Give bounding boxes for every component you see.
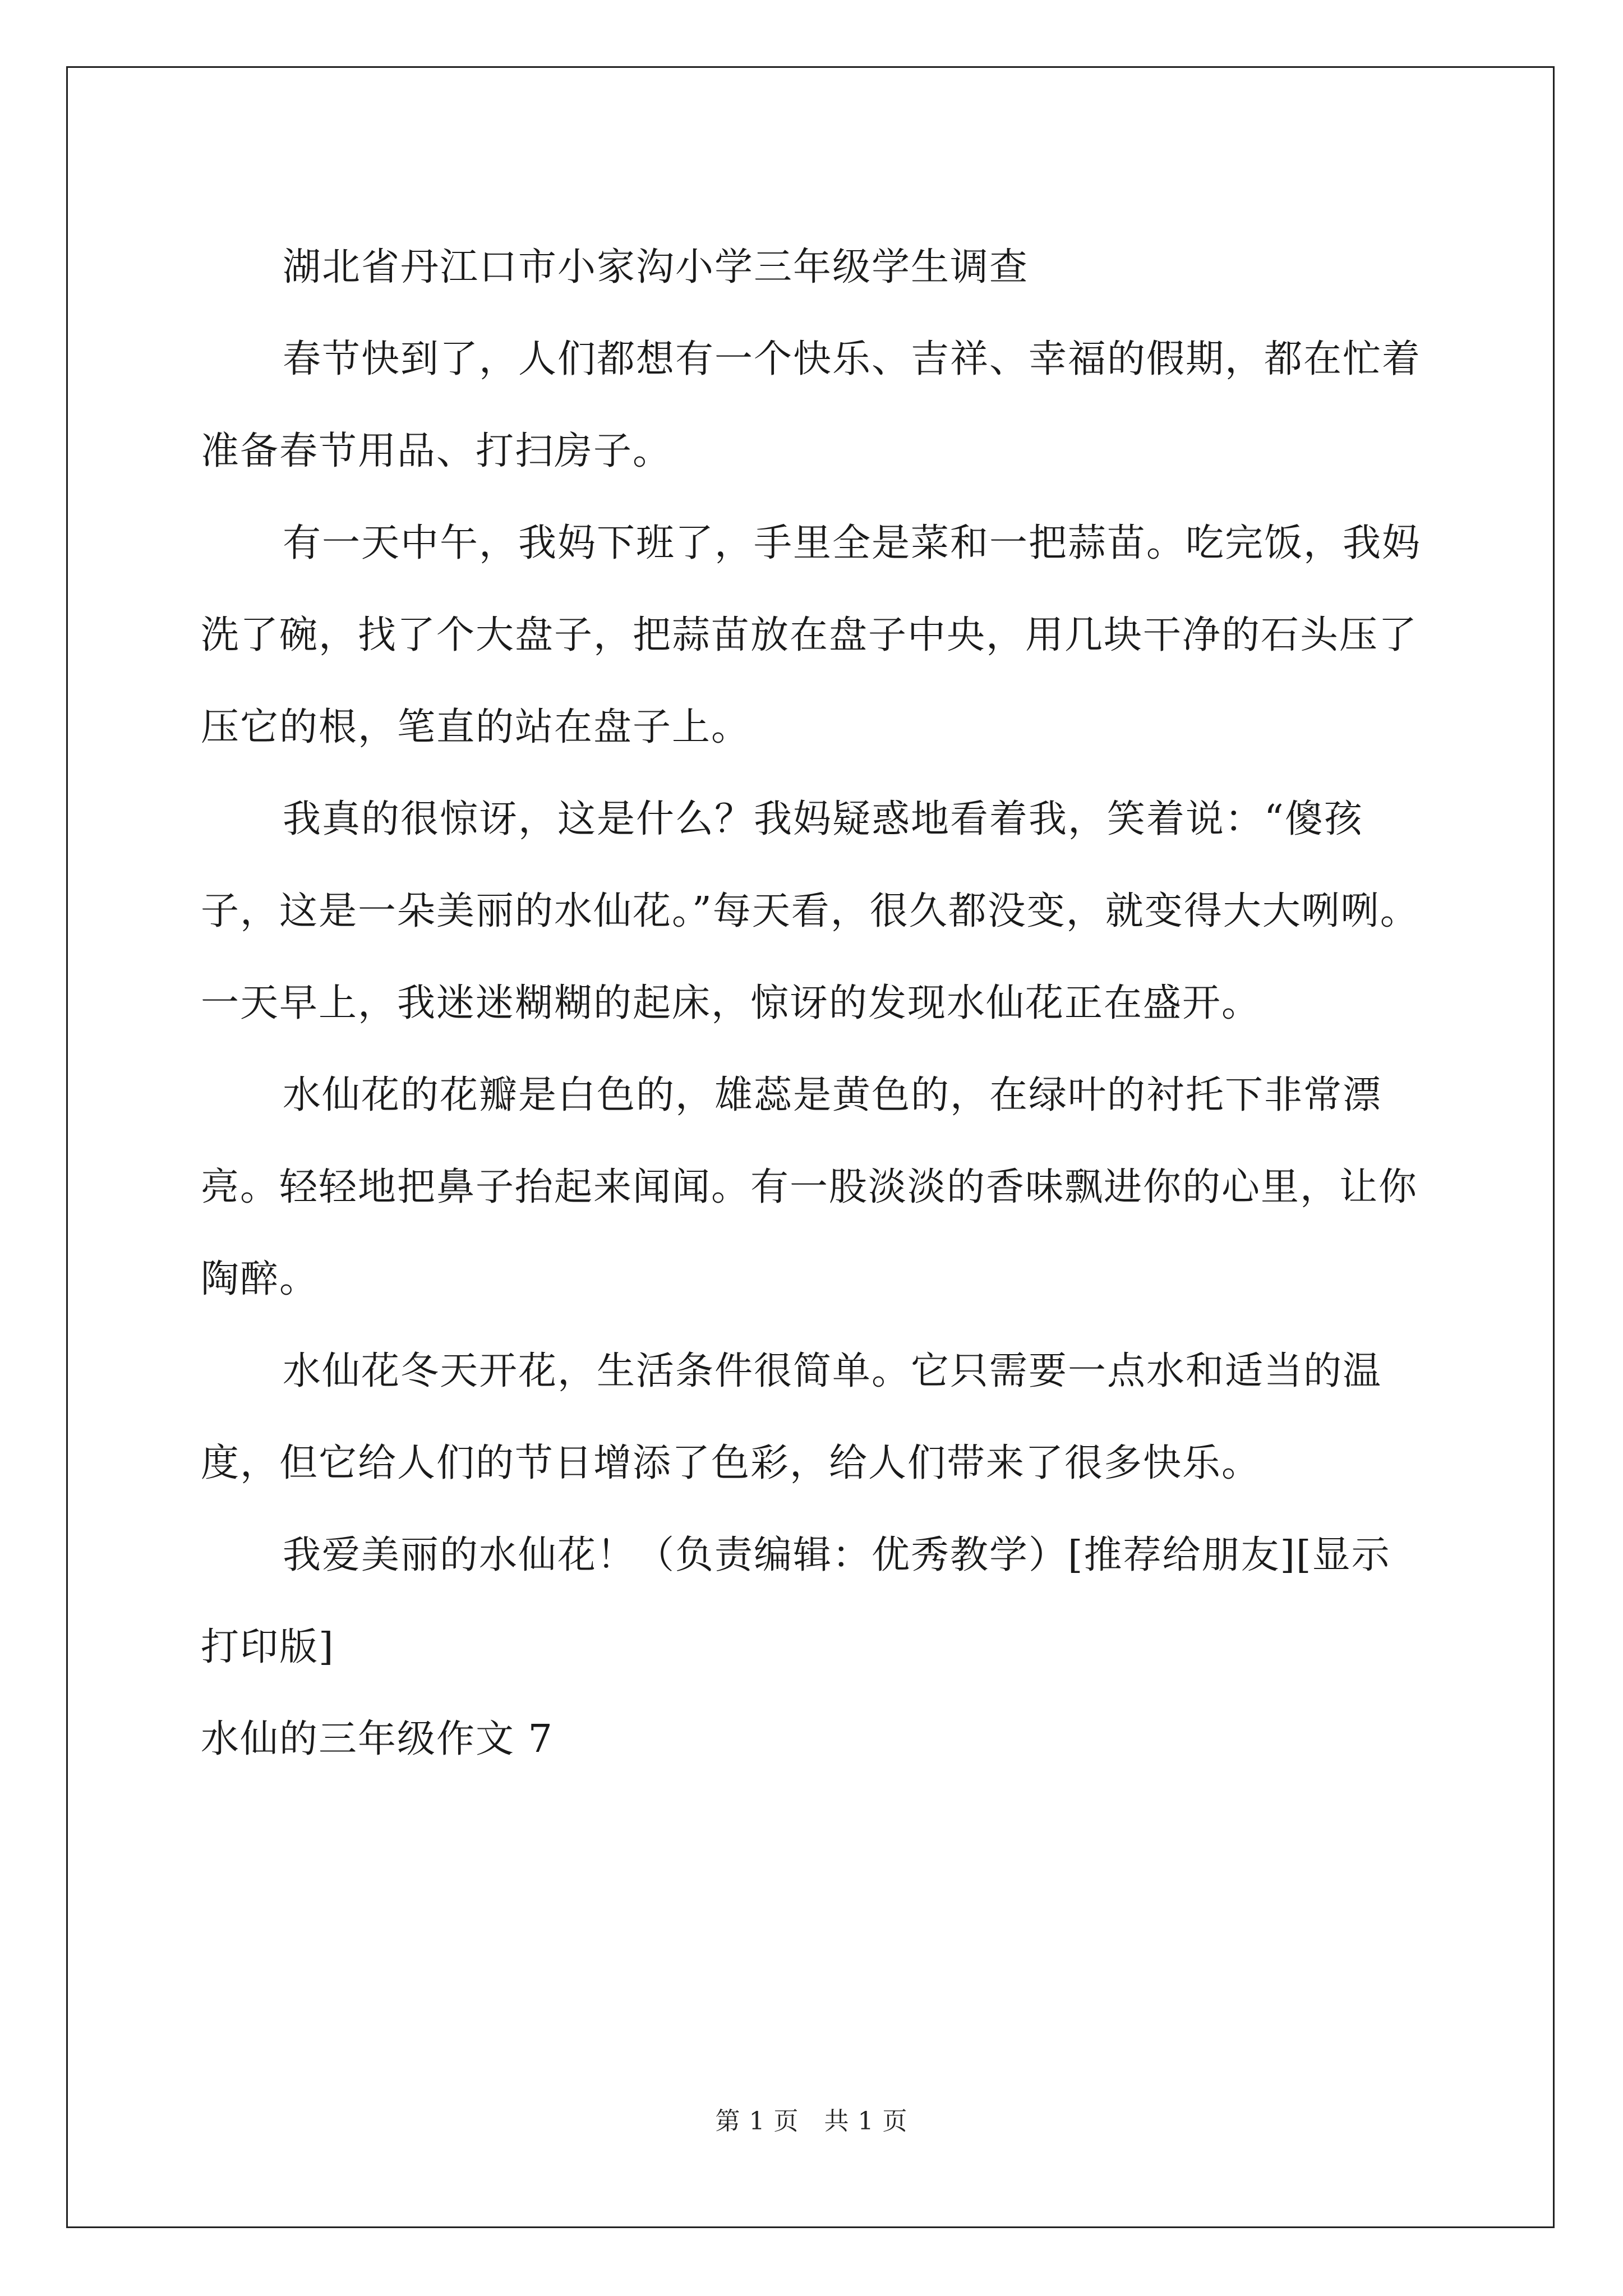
paragraph-6: 我爱美丽的水仙花！（负责编辑：优秀教学）[推荐给朋友][显示打印版]: [201, 1533, 1391, 1669]
paragraph-4: 水仙花的花瓣是白色的，雄蕊是黄色的，在绿叶的衬托下非常漂亮。轻轻地把鼻子抬起来闻闻。有一股淡淡的香味飘进你的心里，让你陶醉。: [201, 1073, 1418, 1301]
paragraph-5: 水仙花冬天开花，生活条件很简单。它只需要一点水和适当的温度，但它给人们的节日增添了色彩，给人们带来了很多快乐。: [201, 1349, 1382, 1485]
next-article-heading: 水仙的三年级作文 7: [201, 1717, 554, 1761]
page-footer: 第 1 页 共 1 页: [715, 2107, 908, 2136]
document-body: [201, 222, 1429, 1786]
paragraph-1: 春节快到了，人们都想有一个快乐、吉祥、幸福的假期，都在忙着准备春节用品、打扫房子。: [201, 337, 1422, 473]
document-title: 湖北省丹江口市小家沟小学三年级学生调查: [283, 245, 1029, 289]
paragraph-3: 我真的很惊讶，这是什么？我妈疑惑地看着我，笑着说：“傻孩子，这是一朵美丽的水仙花。”每天看，很久都没变，就变得大大咧咧。一天早上，我迷迷糊糊的起床，惊讶的发现水仙花正在盛开。: [201, 797, 1419, 1025]
paragraph-2: 有一天中午，我妈下班了，手里全是菜和一把蒜苗。吃完饭，我妈洗了碗，找了个大盘子，把蒜苗放在盘子中央，用几块干净的石头压了压它的根，笔直的站在盘子上。: [201, 521, 1422, 749]
